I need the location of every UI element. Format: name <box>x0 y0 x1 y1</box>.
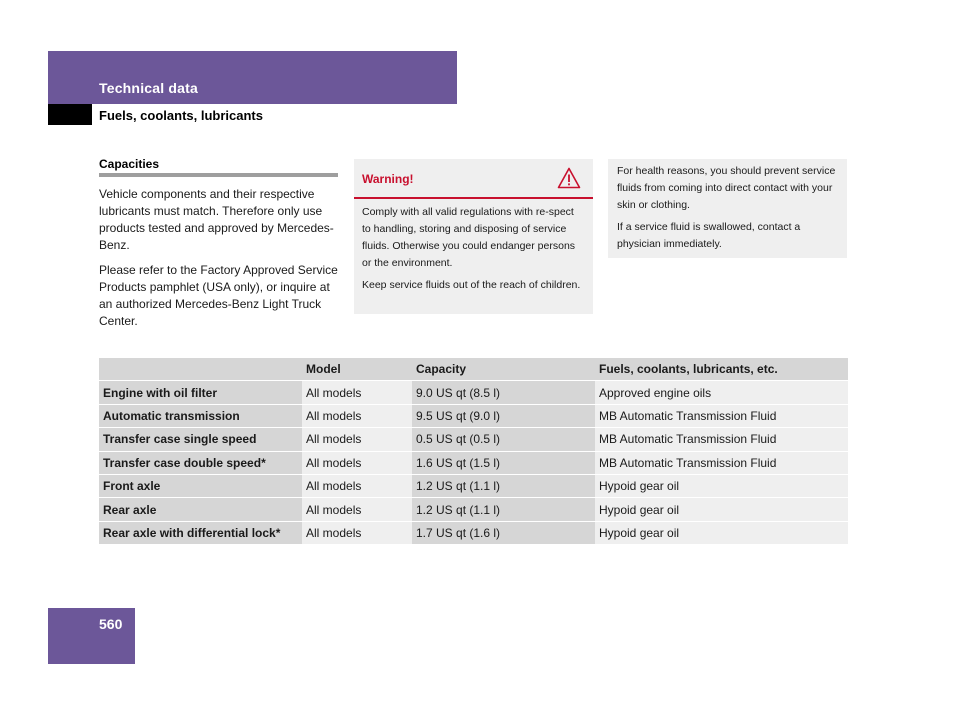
warning-text <box>354 199 593 294</box>
fluid-cell: MB Automatic Transmission Fluid <box>595 428 848 451</box>
warning-box <box>354 159 593 314</box>
intro-paragraph: Vehicle components and their respective lubricants must match. Therefore only use products tested and approved by Mercedes-Benz. <box>99 187 334 252</box>
capacities-table <box>99 358 848 545</box>
intro-paragraph: Please refer to the Factory Approved Service Products pamphlet (USA only), or inquire at an authorized Mercedes-Benz Light Truck Center. <box>99 263 338 328</box>
fluid-cell: MB Automatic Transmission Fluid <box>595 405 848 428</box>
health-note-paragraph: If a service fluid is swallowed, contact a physician immediately. <box>617 221 801 250</box>
page-title: Technical data <box>99 80 199 96</box>
capacity-cell: 1.2 US qt (1.1 l) <box>412 475 595 498</box>
table-row <box>99 428 848 451</box>
model-cell: All models <box>302 381 412 404</box>
capacity-cell: 1.2 US qt (1.1 l) <box>412 498 595 521</box>
column-header-capacity: Capacity <box>412 358 595 381</box>
section-marker <box>48 104 92 125</box>
component-cell: Engine with oil filter <box>99 381 302 404</box>
component-cell: Front axle <box>99 475 302 498</box>
fluid-cell: Hypoid gear oil <box>595 475 848 498</box>
component-cell: Automatic transmission <box>99 405 302 428</box>
model-cell: All models <box>302 475 412 498</box>
table-header-row <box>99 358 848 381</box>
section-title: Capacities <box>99 157 160 171</box>
warning-label: Warning! <box>362 172 414 186</box>
intro-text <box>99 186 344 338</box>
component-cell: Rear axle <box>99 498 302 521</box>
warning-triangle-icon <box>557 167 581 189</box>
capacity-cell: 0.5 US qt (0.5 l) <box>412 428 595 451</box>
fluid-cell: Approved engine oils <box>595 381 848 404</box>
table-row <box>99 498 848 521</box>
model-cell: All models <box>302 522 412 545</box>
table-row <box>99 452 848 475</box>
capacity-cell: 9.0 US qt (8.5 l) <box>412 381 595 404</box>
model-cell: All models <box>302 428 412 451</box>
table-row <box>99 522 848 545</box>
capacity-cell: 9.5 US qt (9.0 l) <box>412 405 595 428</box>
fluid-cell: Hypoid gear oil <box>595 522 848 545</box>
warning-paragraph: Comply with all valid regulations with re-spect to handling, storing and disposing of service fluids. Otherwise you could endanger persons or the environment. <box>362 206 576 269</box>
header-band <box>48 51 457 104</box>
health-note-box <box>608 159 847 258</box>
health-note-paragraph: For health reasons, you should prevent service fluids from coming into direct contact with your skin or clothing. <box>617 165 836 211</box>
table-row <box>99 381 848 404</box>
component-cell: Transfer case double speed* <box>99 452 302 475</box>
column-header-fluids: Fuels, coolants, lubricants, etc. <box>595 358 848 381</box>
column-header <box>99 358 302 381</box>
health-note-text <box>608 159 847 253</box>
fluid-cell: MB Automatic Transmission Fluid <box>595 452 848 475</box>
page-subtitle: Fuels, coolants, lubricants <box>99 108 263 123</box>
component-cell: Transfer case single speed <box>99 428 302 451</box>
section-divider <box>99 173 338 177</box>
model-cell: All models <box>302 452 412 475</box>
table-row <box>99 475 848 498</box>
capacity-cell: 1.6 US qt (1.5 l) <box>412 452 595 475</box>
fluid-cell: Hypoid gear oil <box>595 498 848 521</box>
warning-paragraph: Keep service fluids out of the reach of children. <box>362 279 581 291</box>
warning-header <box>354 159 593 199</box>
model-cell: All models <box>302 405 412 428</box>
page-number: 560 <box>99 616 123 632</box>
model-cell: All models <box>302 498 412 521</box>
capacity-cell: 1.7 US qt (1.6 l) <box>412 522 595 545</box>
table-row <box>99 405 848 428</box>
column-header-model: Model <box>302 358 412 381</box>
component-cell: Rear axle with differential lock* <box>99 522 302 545</box>
